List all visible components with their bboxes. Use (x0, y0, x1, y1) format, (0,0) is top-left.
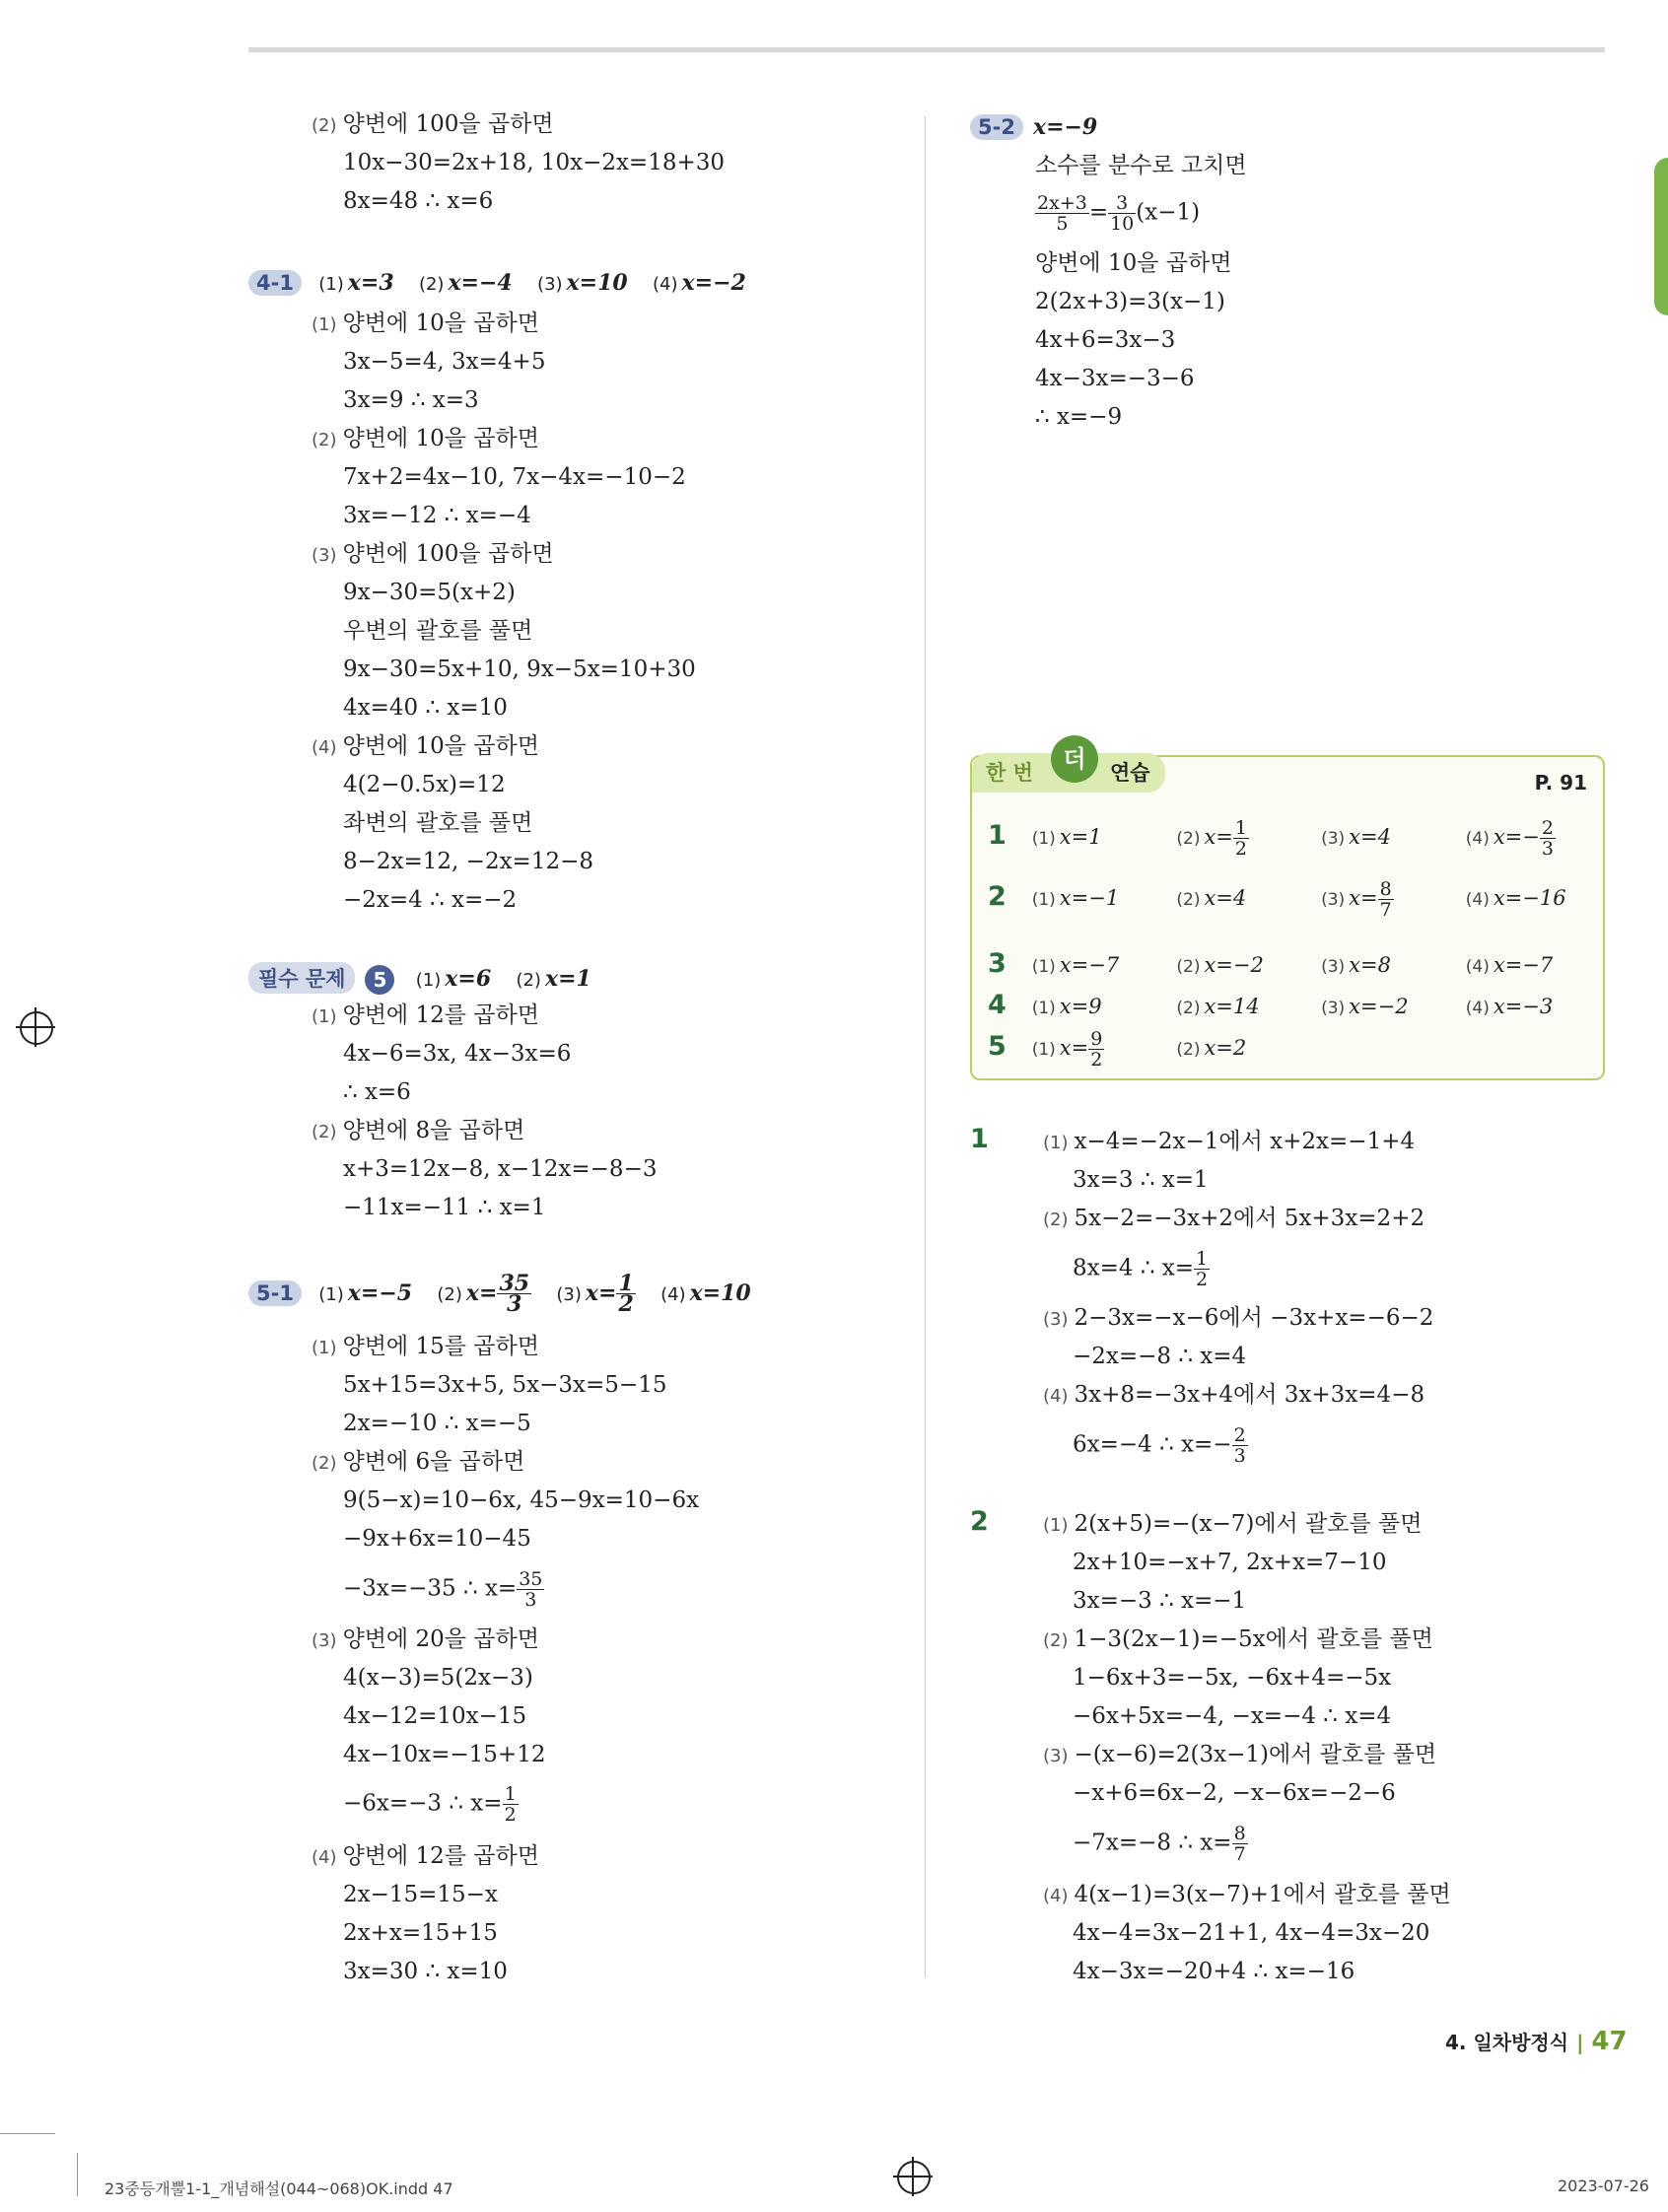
chapter-tab (1654, 158, 1668, 315)
crop-mark (0, 2133, 55, 2134)
solution-line: (2) 양변에 6을 곱하면 (312, 1449, 525, 1475)
solution-line: 3x=−12 ∴ x=−4 (343, 503, 531, 528)
practice-page-ref: P. 91 (1534, 771, 1587, 795)
solution-line: 1−6x+3=−5x, −6x+4=−5x (1073, 1665, 1392, 1691)
solution-line: (4) 양변에 12를 곱하면 (312, 1843, 539, 1869)
solution-line: (3) −(x−6)=2(3x−1)에서 괄호를 풀면 (1043, 1742, 1437, 1767)
solution-line: 6x=−4 ∴ x=− $\frac{2}{3}$ (1073, 1424, 1246, 1467)
solution-line: ∴ x=−9 (1035, 404, 1123, 430)
chapter-title: 4. 일차방정식 (1445, 2031, 1569, 2054)
solution-line: (3) 2−3x=−x−6에서 −3x+x=−6−2 (1043, 1305, 1434, 1331)
registration-mark-icon (20, 1011, 53, 1045)
top-rule (248, 47, 1605, 52)
solution-line: (1) 양변에 15를 곱하면 (312, 1334, 539, 1359)
solution-line: −3x=−35 ∴ x= $\frac{35}{3}$ (343, 1568, 543, 1611)
solution-line: (3) 양변에 20을 곱하면 (312, 1626, 539, 1652)
practice-row: 1 (1) x=1 (2) x= $\frac{1}{2}$ (3) x=4 (4) x=− $\frac{2}{3}$ (988, 817, 1554, 860)
solution-line: (4) 양변에 10을 곱하면 (312, 733, 539, 759)
solution-line: (1) 양변에 10을 곱하면 (312, 311, 539, 336)
solution-number: 1 (970, 1124, 989, 1154)
solution-line: 4x−6=3x, 4x−3x=6 (343, 1041, 572, 1067)
solution-line: 10x−30=2x+18, 10x−2x=18+30 (343, 150, 726, 175)
solution-line: −6x+5x=−4, −x=−4 ∴ x=4 (1073, 1703, 1392, 1729)
problem-badge: 4-1 (248, 270, 302, 296)
solution-line: 3x=3 ∴ x=1 (1073, 1167, 1209, 1193)
solution-line: 3x=30 ∴ x=10 (343, 1959, 508, 1984)
solution-line: 2x+x=15+15 (343, 1920, 498, 1946)
solution-line: 소수를 분수로 고치면 (1035, 153, 1247, 178)
solution-line: 9x−30=5x+10, 9x−5x=10+30 (343, 657, 696, 682)
solution-line: −2x=−8 ∴ x=4 (1073, 1344, 1247, 1369)
solution-line: x+3=12x−8, x−12x=−8−3 (343, 1156, 658, 1182)
crop-mark (77, 2153, 78, 2196)
solution-line: 4x−3x=−20+4 ∴ x=−16 (1073, 1959, 1355, 1984)
solution-line: 4x=40 ∴ x=10 (343, 695, 508, 721)
solution-line: 3x=9 ∴ x=3 (343, 387, 479, 413)
practice-row: 4 (1) x=9 (2) x=14 (3) x=−2 (4) x=−3 (988, 990, 1554, 1020)
practice-row: 3 (1) x=−7 (2) x=−2 (3) x=8 (4) x=−7 (988, 948, 1554, 979)
solution-line: −6x=−3 ∴ x= $\frac{1}{2}$ (343, 1783, 517, 1826)
solution-line: −2x=4 ∴ x=−2 (343, 887, 518, 913)
solution-line: 8−2x=12, −2x=12−8 (343, 849, 593, 874)
problem-badge: 5-2 (970, 114, 1023, 140)
solution-line: 4x−12=10x−15 (343, 1703, 527, 1729)
solution-line: 9x−30=5(x+2) (343, 580, 516, 605)
solution-line: (3) 양변에 100을 곱하면 (312, 541, 554, 567)
solution-line: 3x=−3 ∴ x=−1 (1073, 1588, 1247, 1614)
solution-line: 2x+10=−x+7, 2x+x=7−10 (1073, 1550, 1387, 1575)
solution-line: (4) 3x+8=−3x+4에서 3x+3x=4−8 (1043, 1382, 1425, 1408)
solution-line: 3x−5=4, 3x=4+5 (343, 349, 546, 375)
solution-line: −x+6=6x−2, −x−6x=−2−6 (1073, 1780, 1396, 1806)
problem-badge: 5-1 (248, 1280, 302, 1306)
solution-line: 우변의 괄호를 풀면 (343, 618, 533, 644)
problem-header-5-2: 5-2 x=−9 (970, 114, 1115, 140)
column-divider (925, 116, 926, 1977)
solution-line: (2) 양변에 100을 곱하면 (312, 111, 554, 137)
registration-mark-icon (897, 2161, 931, 2194)
problem-number-circle: 5 (365, 965, 394, 995)
solution-line: 2x−15=15−x (343, 1882, 498, 1907)
solution-line: 4(2−0.5x)=12 (343, 772, 506, 797)
practice-title-badge: 더 (1051, 735, 1098, 783)
problem-header-5: 필수 문제 5 (1) x=6 (2) x=1 (248, 962, 609, 995)
solution-line: 4(x−3)=5(2x−3) (343, 1665, 533, 1691)
practice-row: 5 (1) x= $\frac{9}{2}$ (2) x=2 (988, 1028, 1247, 1071)
solution-line: −11x=−11 ∴ x=1 (343, 1195, 546, 1220)
solution-line: 5x+15=3x+5, 5x−3x=5−15 (343, 1372, 667, 1398)
solution-line: −7x=−8 ∴ x= $\frac{8}{7}$ (1073, 1823, 1246, 1865)
solution-line: 9(5−x)=10−6x, 45−9x=10−6x (343, 1487, 700, 1513)
print-file-name: 23중등개뿔1-1_개념해설(044~068)OK.indd 47 (104, 2179, 453, 2198)
solution-line: 양변에 10을 곱하면 (1035, 250, 1232, 276)
solution-line: 7x+2=4x−10, 7x−4x=−10−2 (343, 464, 686, 490)
solution-line: (2) 1−3(2x−1)=−5x에서 괄호를 풀면 (1043, 1626, 1433, 1652)
solution-line: 2x=−10 ∴ x=−5 (343, 1411, 531, 1436)
practice-row: 2 (1) x=−1 (2) x=4 (3) x= $\frac{8}{7}$ (4) x=−16 (988, 878, 1566, 921)
page-number: 47 (1591, 2027, 1628, 2056)
solution-line: (4) 4(x−1)=3(x−7)+1에서 괄호를 풀면 (1043, 1882, 1451, 1907)
solution-line: (2) 5x−2=−3x+2에서 5x+3x=2+2 (1043, 1206, 1425, 1231)
page-footer: 4. 일차방정식 | 47 (1445, 2027, 1628, 2056)
practice-title-band: 한 번 더 연습 (972, 753, 1165, 793)
solution-line: $\frac{2x+3}{5}$ = $\frac{3}{10}$ (x−1) (1037, 192, 1201, 235)
solution-line: (1) 양변에 12를 곱하면 (312, 1002, 539, 1028)
solution-line: (2) 양변에 10을 곱하면 (312, 426, 539, 451)
solution-number: 2 (970, 1506, 989, 1537)
solution-line: 2(2x+3)=3(x−1) (1035, 289, 1225, 314)
practice-box (970, 745, 1605, 1080)
solution-line: (1) x−4=−2x−1에서 x+2x=−1+4 (1043, 1129, 1416, 1154)
problem-header-4-1: 4-1 (1) x=3 (2) x=−4 (3) x=10 (4) x=−2 (248, 270, 764, 296)
solution-line: 8x=4 ∴ x= $\frac{1}{2}$ (1073, 1248, 1209, 1290)
solution-line: (2) 양변에 8을 곱하면 (312, 1118, 525, 1143)
solution-line: (1) 2(x+5)=−(x−7)에서 괄호를 풀면 (1043, 1511, 1423, 1537)
solution-line: 4x+6=3x−3 (1035, 327, 1176, 353)
problem-header-5-1: 5-1 (1) x=−5 (2) x= $\frac{35}{3}$ (3) x= $\frac{1}{2}$ (4) x=10 (248, 1274, 769, 1314)
solution-line: 4x−3x=−3−6 (1035, 366, 1195, 391)
solution-line: ∴ x=6 (343, 1079, 411, 1105)
solution-line: 4x−4=3x−21+1, 4x−4=3x−20 (1073, 1920, 1430, 1946)
required-problem-pill: 필수 문제 (248, 962, 355, 994)
solution-line: −9x+6x=10−45 (343, 1526, 531, 1552)
solution-line: 좌변의 괄호를 풀면 (343, 810, 533, 836)
print-date: 2023-07-26 (1558, 2177, 1649, 2195)
solution-line: 4x−10x=−15+12 (343, 1742, 546, 1767)
solution-line: 8x=48 ∴ x=6 (343, 188, 494, 214)
